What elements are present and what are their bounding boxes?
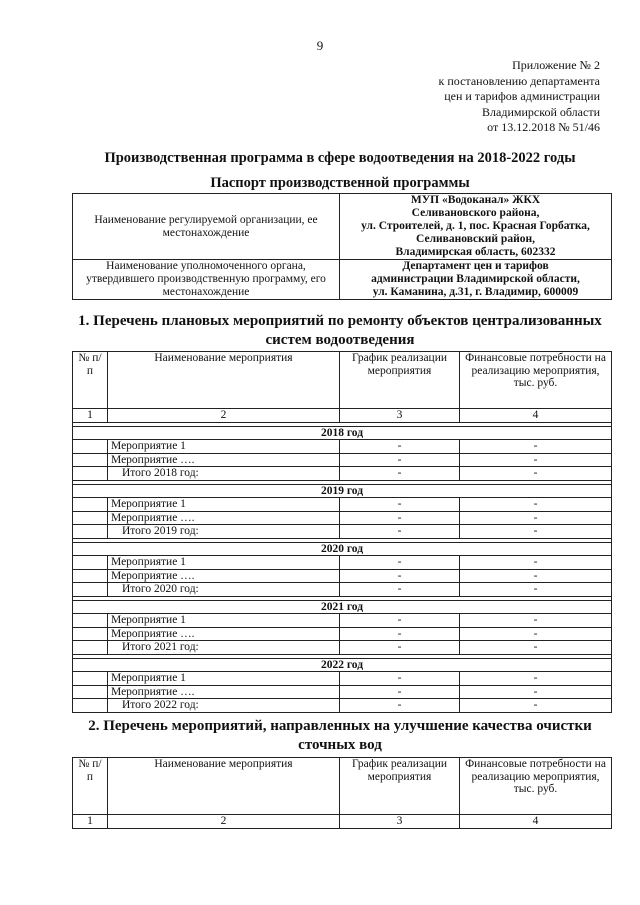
total-label-cell: Итого 2021 год:	[108, 641, 340, 655]
finance-cell: -	[460, 685, 612, 699]
table-row	[73, 685, 612, 699]
appendix-line: от 13.12.2018 № 51/46	[487, 120, 600, 134]
total-row	[73, 641, 612, 655]
appendix-block	[400, 58, 600, 136]
finance-cell: -	[460, 511, 612, 525]
schedule-cell: -	[340, 641, 460, 655]
event-name-cell: Мероприятие ….	[108, 511, 340, 525]
column-number: 2	[108, 815, 340, 829]
total-label-cell: Итого 2018 год:	[108, 467, 340, 481]
schedule-cell: -	[340, 453, 460, 467]
finance-cell: -	[460, 569, 612, 583]
total-label-cell: Итого 2022 год:	[108, 699, 340, 713]
table-header-row	[73, 352, 612, 409]
column-number: 1	[73, 409, 108, 423]
row-number-cell	[73, 685, 108, 699]
row-number-cell	[73, 699, 108, 713]
column-number: 1	[73, 815, 108, 829]
column-number-row	[73, 815, 612, 829]
table-header-row	[73, 758, 612, 815]
passport-table	[72, 193, 612, 300]
row-number-cell	[73, 569, 108, 583]
header-cell: № п/п	[73, 758, 108, 815]
event-name-cell: Мероприятие 1	[108, 556, 340, 570]
passport-row	[73, 194, 612, 260]
schedule-cell: -	[340, 498, 460, 512]
column-number-row	[73, 409, 612, 423]
year-row	[73, 658, 612, 672]
schedule-cell: -	[340, 556, 460, 570]
year-row	[73, 484, 612, 498]
row-number-cell	[73, 627, 108, 641]
total-row	[73, 525, 612, 539]
passport-value-line: Селивановского района,	[411, 207, 540, 219]
total-label-cell: Итого 2020 год:	[108, 583, 340, 597]
section1-table	[72, 351, 612, 713]
page-number: 9	[316, 38, 324, 53]
passport-value-line: Владимирская область, 602332	[395, 246, 556, 258]
passport-label: Наименование уполномоченного органа, утвердившего производственную программу, его местонахождение	[73, 260, 340, 300]
schedule-cell: -	[340, 685, 460, 699]
finance-cell: -	[460, 641, 612, 655]
section2-title-line: 2. Перечень мероприятий, направленных на улучшение качества очистки	[88, 718, 592, 734]
finance-cell: -	[460, 440, 612, 454]
section1-title-line: систем водоотведения	[265, 332, 415, 348]
finance-cell: -	[460, 614, 612, 628]
total-row	[73, 467, 612, 481]
finance-cell: -	[460, 627, 612, 641]
table-row	[73, 627, 612, 641]
event-name-cell: Мероприятие ….	[108, 685, 340, 699]
table-row	[73, 453, 612, 467]
row-number-cell	[73, 511, 108, 525]
header-cell: Наименование мероприятия	[108, 352, 340, 409]
appendix-line: Приложение № 2	[512, 58, 600, 72]
event-name-cell: Мероприятие ….	[108, 453, 340, 467]
finance-cell: -	[460, 672, 612, 686]
table-row	[73, 569, 612, 583]
passport-value-line: администрации Владимирской области,	[371, 273, 580, 285]
row-number-cell	[73, 556, 108, 570]
year-label: 2021 год	[73, 600, 612, 614]
passport-value	[340, 260, 612, 300]
passport-value-line: Селивановский район,	[416, 233, 535, 245]
finance-cell: -	[460, 467, 612, 481]
row-number-cell	[73, 672, 108, 686]
passport-label: Наименование регулируемой организации, ее местонахождение	[73, 194, 340, 260]
event-name-cell: Мероприятие ….	[108, 569, 340, 583]
table-row	[73, 440, 612, 454]
passport-value-line: МУП «Водоканал» ЖКХ	[410, 194, 541, 206]
schedule-cell: -	[340, 672, 460, 686]
finance-cell: -	[460, 699, 612, 713]
document-title: Производственная программа в сфере водоотведения на 2018-2022 годы	[104, 150, 576, 166]
section1-title-line: 1. Перечень плановых мероприятий по ремонту объектов централизованных	[78, 313, 602, 329]
row-number-cell	[73, 583, 108, 597]
section2-title-line: сточных вод	[298, 737, 382, 753]
schedule-cell: -	[340, 569, 460, 583]
column-number: 3	[340, 815, 460, 829]
year-row	[73, 600, 612, 614]
appendix-line: Владимирской области	[482, 104, 600, 119]
row-number-cell	[73, 525, 108, 539]
table-row	[73, 498, 612, 512]
header-cell: Финансовые потребности на реализацию мероприятия, тыс. руб.	[460, 352, 612, 409]
table-row	[73, 614, 612, 628]
header-cell: Наименование мероприятия	[108, 758, 340, 815]
passport-value-line: Департамент цен и тарифов	[402, 260, 549, 272]
document-subtitle: Паспорт производственной программы	[210, 175, 470, 191]
schedule-cell: -	[340, 440, 460, 454]
row-number-cell	[73, 467, 108, 481]
year-label: 2019 год	[73, 484, 612, 498]
row-number-cell	[73, 614, 108, 628]
schedule-cell: -	[340, 699, 460, 713]
total-row	[73, 583, 612, 597]
section2-title	[60, 717, 620, 755]
column-number: 4	[460, 409, 612, 423]
passport-row	[73, 260, 612, 300]
table-row	[73, 672, 612, 686]
finance-cell: -	[460, 498, 612, 512]
total-label-cell: Итого 2019 год:	[108, 525, 340, 539]
finance-cell: -	[460, 453, 612, 467]
row-number-cell	[73, 440, 108, 454]
finance-cell: -	[460, 583, 612, 597]
year-label: 2018 год	[73, 426, 612, 440]
passport-value-line: ул. Строителей, д. 1, пос. Красная Горбатка,	[361, 220, 590, 232]
event-name-cell: Мероприятие 1	[108, 440, 340, 454]
event-name-cell: Мероприятие 1	[108, 498, 340, 512]
finance-cell: -	[460, 525, 612, 539]
total-row	[73, 699, 612, 713]
schedule-cell: -	[340, 627, 460, 641]
row-number-cell	[73, 453, 108, 467]
column-number: 3	[340, 409, 460, 423]
row-number-cell	[73, 498, 108, 512]
appendix-line: цен и тарифов администрации	[444, 89, 600, 103]
appendix-line: к постановлению департамента	[438, 73, 600, 88]
schedule-cell: -	[340, 467, 460, 481]
event-name-cell: Мероприятие ….	[108, 627, 340, 641]
section1-title	[60, 312, 620, 350]
passport-value	[340, 194, 612, 260]
event-name-cell: Мероприятие 1	[108, 672, 340, 686]
schedule-cell: -	[340, 525, 460, 539]
passport-value-line: ул. Каманина, д.31, г. Владимир, 600009	[372, 286, 579, 298]
header-cell: Финансовые потребности на реализацию мероприятия, тыс. руб.	[460, 758, 612, 815]
table-row	[73, 511, 612, 525]
table-row	[73, 556, 612, 570]
finance-cell: -	[460, 556, 612, 570]
section2-table	[72, 757, 612, 829]
year-row	[73, 426, 612, 440]
schedule-cell: -	[340, 583, 460, 597]
schedule-cell: -	[340, 614, 460, 628]
event-name-cell: Мероприятие 1	[108, 614, 340, 628]
schedule-cell: -	[340, 511, 460, 525]
header-cell: График реализации мероприятия	[340, 758, 460, 815]
row-number-cell	[73, 641, 108, 655]
column-number: 4	[460, 815, 612, 829]
year-label: 2022 год	[73, 658, 612, 672]
year-label: 2020 год	[73, 542, 612, 556]
header-cell: № п/п	[73, 352, 108, 409]
header-cell: График реализации мероприятия	[340, 352, 460, 409]
year-row	[73, 542, 612, 556]
column-number: 2	[108, 409, 340, 423]
